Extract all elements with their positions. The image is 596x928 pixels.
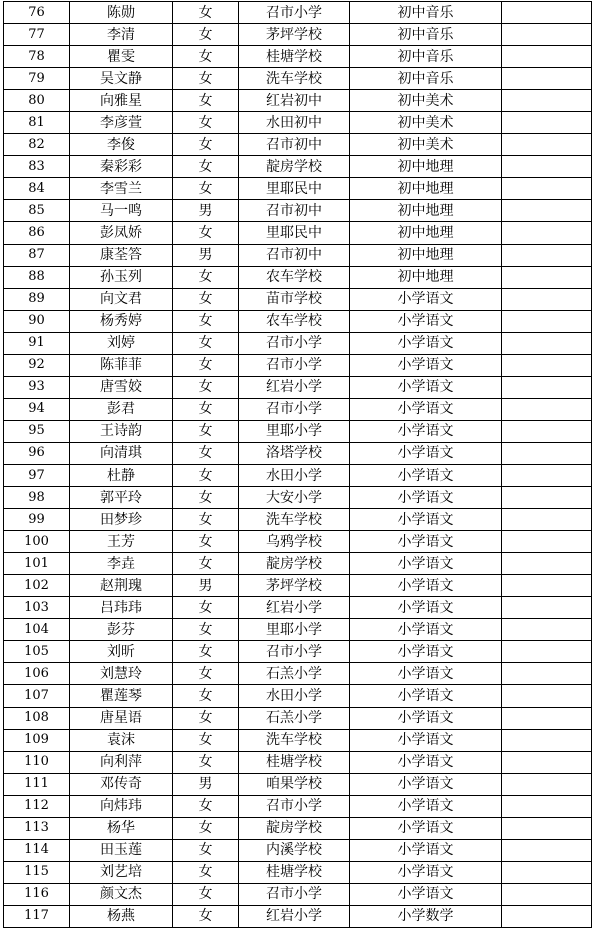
teacher-name-cell: 刘婷: [70, 332, 173, 354]
gender-cell: 女: [173, 619, 239, 641]
teacher-name-cell: 吴文静: [70, 68, 173, 90]
school-cell: 里耶小学: [239, 619, 350, 641]
row-number-cell: 109: [4, 729, 70, 751]
empty-cell: [502, 332, 592, 354]
row-number-cell: 116: [4, 883, 70, 905]
row-number-cell: 80: [4, 90, 70, 112]
school-cell: 里耶民中: [239, 222, 350, 244]
row-number-cell: 91: [4, 332, 70, 354]
school-cell: 召市初中: [239, 134, 350, 156]
school-cell: 召市小学: [239, 883, 350, 905]
gender-cell: 女: [173, 553, 239, 575]
empty-cell: [502, 288, 592, 310]
table-row: [4, 707, 592, 729]
subject-cell: 初中地理: [350, 266, 502, 288]
teacher-name-cell: 向炜玮: [70, 795, 173, 817]
row-number-cell: 87: [4, 244, 70, 266]
roster-body: [4, 2, 592, 928]
gender-cell: 女: [173, 464, 239, 486]
empty-cell: [502, 905, 592, 927]
row-number-cell: 97: [4, 464, 70, 486]
empty-cell: [502, 509, 592, 531]
subject-cell: 小学语文: [350, 376, 502, 398]
table-row: [4, 156, 592, 178]
row-number-cell: 100: [4, 531, 70, 553]
table-row: [4, 332, 592, 354]
empty-cell: [502, 839, 592, 861]
school-cell: 内溪学校: [239, 839, 350, 861]
teacher-name-cell: 王诗韵: [70, 420, 173, 442]
school-cell: 水田小学: [239, 685, 350, 707]
empty-cell: [502, 751, 592, 773]
teacher-name-cell: 向文君: [70, 288, 173, 310]
table-row: [4, 134, 592, 156]
subject-cell: 小学语文: [350, 354, 502, 376]
gender-cell: 女: [173, 222, 239, 244]
subject-cell: 小学语文: [350, 839, 502, 861]
row-number-cell: 83: [4, 156, 70, 178]
school-cell: 洗车学校: [239, 729, 350, 751]
row-number-cell: 93: [4, 376, 70, 398]
school-cell: 召市小学: [239, 332, 350, 354]
teacher-name-cell: 李雪兰: [70, 178, 173, 200]
table-row: [4, 531, 592, 553]
teacher-name-cell: 瞿莲琴: [70, 685, 173, 707]
table-row: [4, 509, 592, 531]
subject-cell: 小学语文: [350, 883, 502, 905]
teacher-name-cell: 马一鸣: [70, 200, 173, 222]
empty-cell: [502, 442, 592, 464]
teacher-name-cell: 李俊: [70, 134, 173, 156]
table-row: [4, 310, 592, 332]
school-cell: 召市小学: [239, 2, 350, 24]
table-row: [4, 729, 592, 751]
teacher-name-cell: 田玉莲: [70, 839, 173, 861]
row-number-cell: 88: [4, 266, 70, 288]
gender-cell: 女: [173, 420, 239, 442]
teacher-name-cell: 吕玮玮: [70, 597, 173, 619]
subject-cell: 初中美术: [350, 112, 502, 134]
school-cell: 水田初中: [239, 112, 350, 134]
school-cell: 靛房学校: [239, 553, 350, 575]
row-number-cell: 105: [4, 641, 70, 663]
table-row: [4, 773, 592, 795]
school-cell: 洛塔学校: [239, 442, 350, 464]
row-number-cell: 104: [4, 619, 70, 641]
school-cell: 大安小学: [239, 487, 350, 509]
teacher-name-cell: 李清: [70, 24, 173, 46]
gender-cell: 女: [173, 266, 239, 288]
teacher-name-cell: 孙玉列: [70, 266, 173, 288]
teacher-name-cell: 向雅星: [70, 90, 173, 112]
table-row: [4, 905, 592, 927]
teacher-name-cell: 赵荆瑰: [70, 575, 173, 597]
teacher-name-cell: 杜静: [70, 464, 173, 486]
empty-cell: [502, 46, 592, 68]
school-cell: 召市小学: [239, 398, 350, 420]
teacher-name-cell: 杨华: [70, 817, 173, 839]
school-cell: 红岩初中: [239, 90, 350, 112]
row-number-cell: 90: [4, 310, 70, 332]
empty-cell: [502, 729, 592, 751]
table-row: [4, 376, 592, 398]
gender-cell: 女: [173, 442, 239, 464]
empty-cell: [502, 487, 592, 509]
empty-cell: [502, 112, 592, 134]
empty-cell: [502, 817, 592, 839]
row-number-cell: 76: [4, 2, 70, 24]
teacher-name-cell: 邓传奇: [70, 773, 173, 795]
table-row: [4, 861, 592, 883]
subject-cell: 初中音乐: [350, 2, 502, 24]
teacher-name-cell: 向利萍: [70, 751, 173, 773]
row-number-cell: 78: [4, 46, 70, 68]
empty-cell: [502, 531, 592, 553]
subject-cell: 初中地理: [350, 156, 502, 178]
row-number-cell: 95: [4, 420, 70, 442]
school-cell: 桂塘学校: [239, 751, 350, 773]
school-cell: 石羔小学: [239, 707, 350, 729]
empty-cell: [502, 619, 592, 641]
table-row: [4, 24, 592, 46]
school-cell: 红岩小学: [239, 905, 350, 927]
row-number-cell: 115: [4, 861, 70, 883]
subject-cell: 小学语文: [350, 597, 502, 619]
teacher-name-cell: 彭君: [70, 398, 173, 420]
empty-cell: [502, 310, 592, 332]
subject-cell: 小学语文: [350, 398, 502, 420]
subject-cell: 小学语文: [350, 420, 502, 442]
teacher-name-cell: 杨秀婷: [70, 310, 173, 332]
table-row: [4, 619, 592, 641]
row-number-cell: 94: [4, 398, 70, 420]
table-row: [4, 442, 592, 464]
empty-cell: [502, 134, 592, 156]
gender-cell: 女: [173, 134, 239, 156]
row-number-cell: 111: [4, 773, 70, 795]
gender-cell: 女: [173, 310, 239, 332]
school-cell: 召市小学: [239, 354, 350, 376]
teacher-name-cell: 彭凤娇: [70, 222, 173, 244]
gender-cell: 女: [173, 729, 239, 751]
row-number-cell: 117: [4, 905, 70, 927]
subject-cell: 小学语文: [350, 795, 502, 817]
subject-cell: 初中美术: [350, 134, 502, 156]
empty-cell: [502, 641, 592, 663]
table-row: [4, 244, 592, 266]
gender-cell: 女: [173, 641, 239, 663]
subject-cell: 小学语文: [350, 773, 502, 795]
row-number-cell: 102: [4, 575, 70, 597]
subject-cell: 小学语文: [350, 442, 502, 464]
table-row: [4, 112, 592, 134]
gender-cell: 女: [173, 178, 239, 200]
subject-cell: 小学语文: [350, 619, 502, 641]
row-number-cell: 106: [4, 663, 70, 685]
teacher-name-cell: 陈勋: [70, 2, 173, 24]
table-row: [4, 354, 592, 376]
gender-cell: 男: [173, 773, 239, 795]
school-cell: 茅坪学校: [239, 575, 350, 597]
row-number-cell: 96: [4, 442, 70, 464]
row-number-cell: 112: [4, 795, 70, 817]
table-row: [4, 751, 592, 773]
table-row: [4, 883, 592, 905]
teacher-name-cell: 瞿雯: [70, 46, 173, 68]
teacher-name-cell: 向清琪: [70, 442, 173, 464]
teacher-name-cell: 李彦萱: [70, 112, 173, 134]
gender-cell: 女: [173, 839, 239, 861]
subject-cell: 初中地理: [350, 200, 502, 222]
empty-cell: [502, 707, 592, 729]
school-cell: 洗车学校: [239, 509, 350, 531]
empty-cell: [502, 244, 592, 266]
subject-cell: 初中音乐: [350, 68, 502, 90]
teacher-name-cell: 秦彩彩: [70, 156, 173, 178]
subject-cell: 小学语文: [350, 729, 502, 751]
gender-cell: 女: [173, 597, 239, 619]
gender-cell: 女: [173, 685, 239, 707]
empty-cell: [502, 2, 592, 24]
school-cell: 农车学校: [239, 266, 350, 288]
empty-cell: [502, 266, 592, 288]
school-cell: 靛房学校: [239, 156, 350, 178]
school-cell: 石羔小学: [239, 663, 350, 685]
teacher-name-cell: 彭芬: [70, 619, 173, 641]
gender-cell: 女: [173, 2, 239, 24]
teacher-name-cell: 唐雪姣: [70, 376, 173, 398]
table-row: [4, 68, 592, 90]
teacher-name-cell: 李垚: [70, 553, 173, 575]
row-number-cell: 79: [4, 68, 70, 90]
table-row: [4, 2, 592, 24]
school-cell: 乌鸦学校: [239, 531, 350, 553]
school-cell: 召市初中: [239, 244, 350, 266]
table-row: [4, 420, 592, 442]
subject-cell: 小学语文: [350, 464, 502, 486]
table-row: [4, 464, 592, 486]
table-row: [4, 641, 592, 663]
gender-cell: 女: [173, 531, 239, 553]
row-number-cell: 108: [4, 707, 70, 729]
empty-cell: [502, 90, 592, 112]
gender-cell: 男: [173, 200, 239, 222]
table-row: [4, 795, 592, 817]
school-cell: 里耶小学: [239, 420, 350, 442]
table-row: [4, 487, 592, 509]
school-cell: 召市小学: [239, 795, 350, 817]
teacher-name-cell: 颜文杰: [70, 883, 173, 905]
table-row: [4, 288, 592, 310]
table-row: [4, 553, 592, 575]
subject-cell: 初中地理: [350, 178, 502, 200]
teacher-name-cell: 刘昕: [70, 641, 173, 663]
gender-cell: 男: [173, 244, 239, 266]
row-number-cell: 89: [4, 288, 70, 310]
subject-cell: 小学语文: [350, 641, 502, 663]
subject-cell: 初中地理: [350, 244, 502, 266]
table-row: [4, 398, 592, 420]
row-number-cell: 99: [4, 509, 70, 531]
row-number-cell: 82: [4, 134, 70, 156]
subject-cell: 小学语文: [350, 509, 502, 531]
subject-cell: 小学语文: [350, 861, 502, 883]
empty-cell: [502, 354, 592, 376]
empty-cell: [502, 200, 592, 222]
gender-cell: 女: [173, 68, 239, 90]
table-row: [4, 46, 592, 68]
teacher-name-cell: 郭平玲: [70, 487, 173, 509]
table-row: [4, 839, 592, 861]
subject-cell: 初中地理: [350, 222, 502, 244]
subject-cell: 小学语文: [350, 751, 502, 773]
subject-cell: 小学语文: [350, 575, 502, 597]
row-number-cell: 86: [4, 222, 70, 244]
teacher-name-cell: 袁沫: [70, 729, 173, 751]
school-cell: 农车学校: [239, 310, 350, 332]
roster-table: [3, 1, 592, 928]
empty-cell: [502, 376, 592, 398]
empty-cell: [502, 156, 592, 178]
subject-cell: 小学数学: [350, 905, 502, 927]
table-row: [4, 597, 592, 619]
gender-cell: 女: [173, 24, 239, 46]
school-cell: 茅坪学校: [239, 24, 350, 46]
table-row: [4, 200, 592, 222]
school-cell: 召市初中: [239, 200, 350, 222]
table-row: [4, 178, 592, 200]
school-cell: 靛房学校: [239, 817, 350, 839]
row-number-cell: 81: [4, 112, 70, 134]
gender-cell: 女: [173, 883, 239, 905]
subject-cell: 小学语文: [350, 663, 502, 685]
empty-cell: [502, 68, 592, 90]
gender-cell: 女: [173, 112, 239, 134]
row-number-cell: 113: [4, 817, 70, 839]
subject-cell: 小学语文: [350, 685, 502, 707]
empty-cell: [502, 178, 592, 200]
school-cell: 红岩小学: [239, 376, 350, 398]
table-row: [4, 575, 592, 597]
subject-cell: 初中美术: [350, 90, 502, 112]
empty-cell: [502, 464, 592, 486]
empty-cell: [502, 663, 592, 685]
gender-cell: 女: [173, 398, 239, 420]
gender-cell: 女: [173, 332, 239, 354]
empty-cell: [502, 773, 592, 795]
school-cell: 桂塘学校: [239, 861, 350, 883]
teacher-name-cell: 刘慧玲: [70, 663, 173, 685]
row-number-cell: 101: [4, 553, 70, 575]
table-row: [4, 90, 592, 112]
gender-cell: 女: [173, 861, 239, 883]
gender-cell: 女: [173, 90, 239, 112]
row-number-cell: 92: [4, 354, 70, 376]
empty-cell: [502, 861, 592, 883]
empty-cell: [502, 685, 592, 707]
subject-cell: 小学语文: [350, 487, 502, 509]
subject-cell: 小学语文: [350, 707, 502, 729]
subject-cell: 小学语文: [350, 310, 502, 332]
subject-cell: 小学语文: [350, 553, 502, 575]
teacher-name-cell: 唐星语: [70, 707, 173, 729]
gender-cell: 女: [173, 487, 239, 509]
teacher-name-cell: 杨燕: [70, 905, 173, 927]
empty-cell: [502, 597, 592, 619]
empty-cell: [502, 575, 592, 597]
gender-cell: 女: [173, 156, 239, 178]
gender-cell: 女: [173, 354, 239, 376]
table-row: [4, 266, 592, 288]
teacher-name-cell: 王芳: [70, 531, 173, 553]
row-number-cell: 85: [4, 200, 70, 222]
school-cell: 咱果学校: [239, 773, 350, 795]
empty-cell: [502, 398, 592, 420]
row-number-cell: 107: [4, 685, 70, 707]
gender-cell: 女: [173, 509, 239, 531]
table-row: [4, 663, 592, 685]
row-number-cell: 98: [4, 487, 70, 509]
table-row: [4, 685, 592, 707]
subject-cell: 初中音乐: [350, 24, 502, 46]
school-cell: 里耶民中: [239, 178, 350, 200]
row-number-cell: 110: [4, 751, 70, 773]
empty-cell: [502, 222, 592, 244]
school-cell: 水田小学: [239, 464, 350, 486]
empty-cell: [502, 795, 592, 817]
gender-cell: 女: [173, 817, 239, 839]
gender-cell: 女: [173, 663, 239, 685]
empty-cell: [502, 24, 592, 46]
empty-cell: [502, 420, 592, 442]
gender-cell: 女: [173, 376, 239, 398]
school-cell: 桂塘学校: [239, 46, 350, 68]
subject-cell: 初中音乐: [350, 46, 502, 68]
table-row: [4, 222, 592, 244]
teacher-name-cell: 康荃答: [70, 244, 173, 266]
gender-cell: 女: [173, 707, 239, 729]
gender-cell: 女: [173, 905, 239, 927]
gender-cell: 女: [173, 288, 239, 310]
teacher-name-cell: 刘艺培: [70, 861, 173, 883]
gender-cell: 女: [173, 46, 239, 68]
subject-cell: 小学语文: [350, 332, 502, 354]
row-number-cell: 77: [4, 24, 70, 46]
row-number-cell: 103: [4, 597, 70, 619]
row-number-cell: 114: [4, 839, 70, 861]
teacher-name-cell: 田梦珍: [70, 509, 173, 531]
subject-cell: 小学语文: [350, 531, 502, 553]
gender-cell: 女: [173, 751, 239, 773]
gender-cell: 女: [173, 795, 239, 817]
school-cell: 红岩小学: [239, 597, 350, 619]
empty-cell: [502, 553, 592, 575]
row-number-cell: 84: [4, 178, 70, 200]
subject-cell: 小学语文: [350, 817, 502, 839]
subject-cell: 小学语文: [350, 288, 502, 310]
gender-cell: 男: [173, 575, 239, 597]
teacher-name-cell: 陈菲菲: [70, 354, 173, 376]
empty-cell: [502, 883, 592, 905]
school-cell: 洗车学校: [239, 68, 350, 90]
school-cell: 召市小学: [239, 641, 350, 663]
table-row: [4, 817, 592, 839]
school-cell: 苗市学校: [239, 288, 350, 310]
